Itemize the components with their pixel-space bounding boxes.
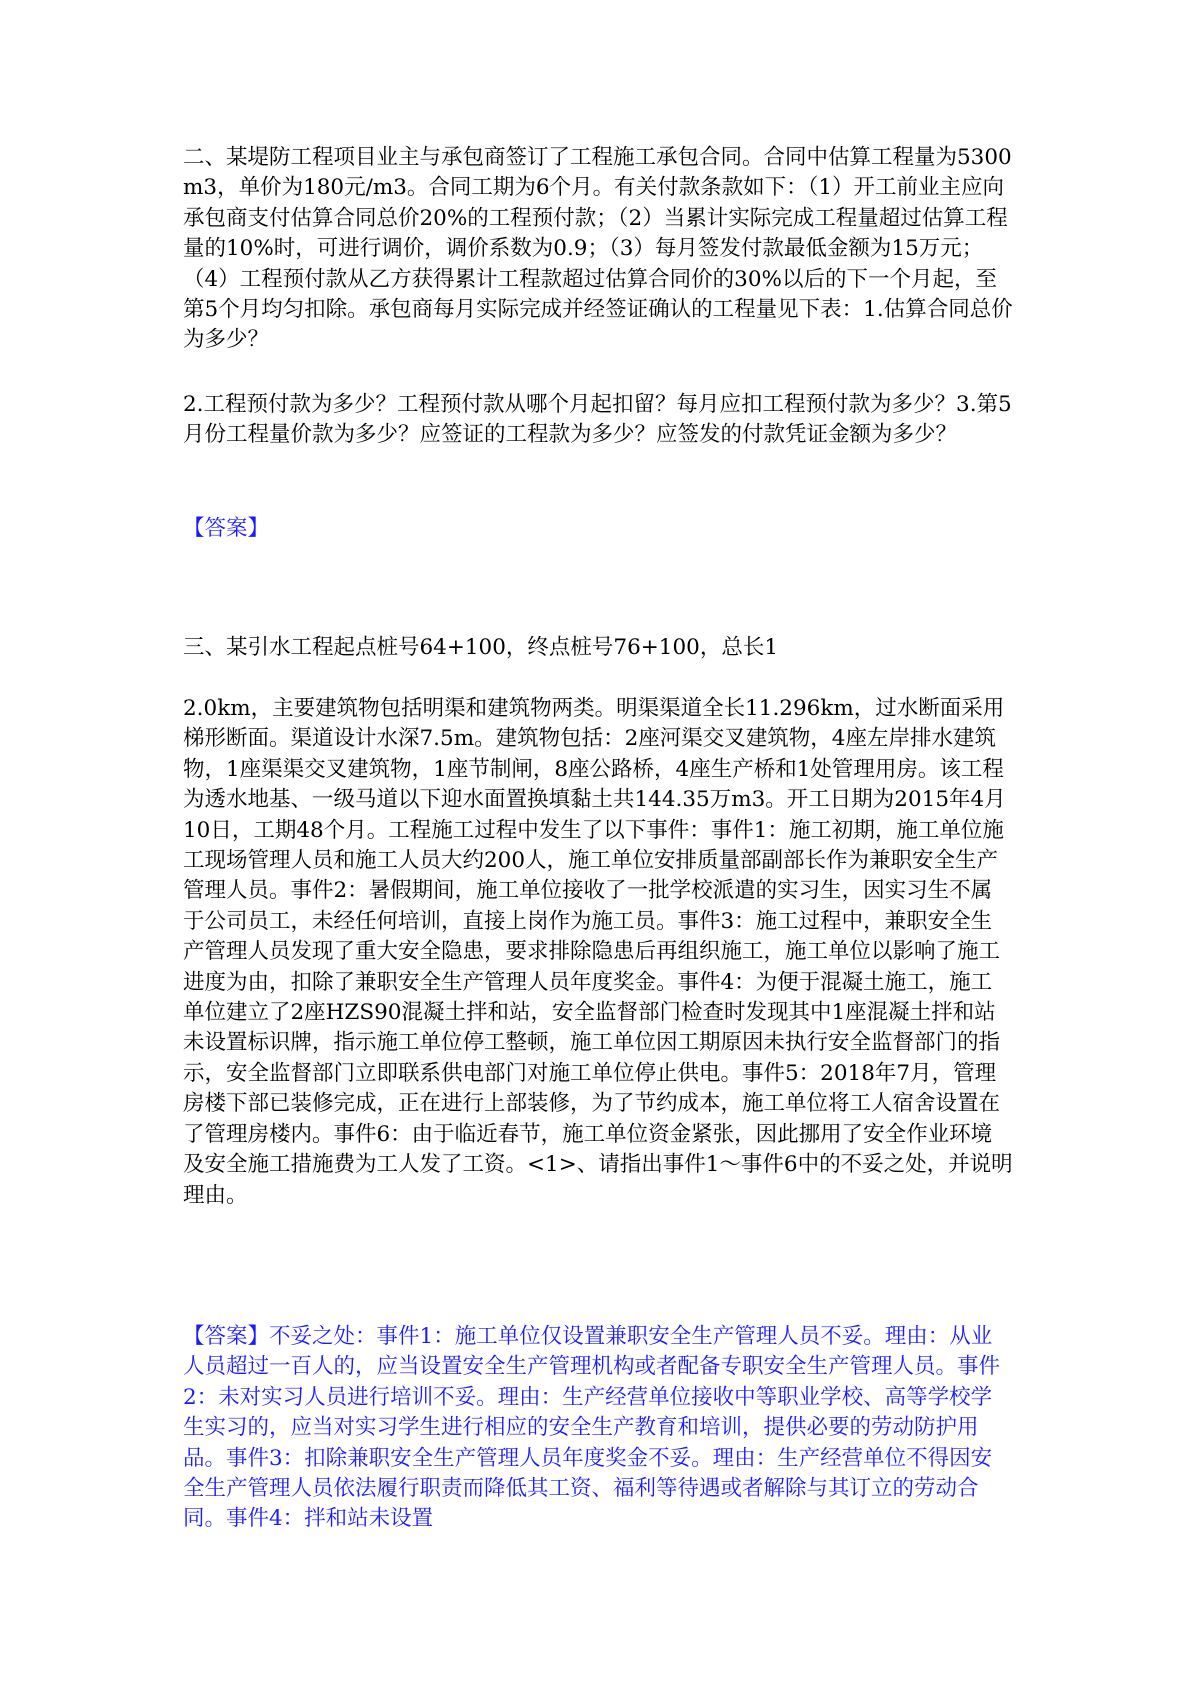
question-2-answer-label: 【答案】 [183,516,270,541]
question-2-text: 二、某堤防工程项目业主与承包商签订了工程施工承包合同。合同中估算工程量为5300m3，单价为180元/m3。合同工期为6个月。有关付款条款如下：（1）开工前业主应向承包商支付估算合同总价20%的工程预付款；（2）当累计实际完成工程量超过估算工程量的10%时，可进行调价，调价系数为0.9；（3）每月签发付款最低金额为15万元；（4）工程预付款从乙方获得累计工程款超过估算合同价的30%以后的下一个月起，至第5个月均匀扣除。承包商每月实际完成并经签证确认的工程量见下表：1.估算合同总价为多少？ [183,145,1013,353]
question-2-subquestions: 2.工程预付款为多少？工程预付款从哪个月起扣留？每月应扣工程预付款为多少？3.第5月份工程量价款为多少？应签证的工程款为多少？应签发的付款凭证金额为多少？ [183,392,1012,448]
question-3-answer-label: 【答案】 [183,1324,270,1349]
question-3-text: 三、某引水工程起点桩号64+100，终点桩号76+100，总长1 [183,635,778,660]
question-3-answer [183,1322,1013,1535]
question-3-body: 2.0km，主要建筑物包括明渠和建筑物两类。明渠渠道全长11.296km，过水断面采用梯形断面。渠道设计水深7.5m。建筑物包括：2座河渠交叉建筑物，4座左岸排水建筑物，1座渠渠交叉建筑物，1座节制闸，8座公路桥，4座生产桥和1处管理用房。该工程为透水地基、一级马道以下迎水面置换填黏土共144.35万m3。开工日期为2015年4月10日，工期48个月。工程施工过程中发生了以下事件：事件1：施工初期，施工单位施工现场管理人员和施工人员大约200人，施工单位安排质量部副部长作为兼职安全生产管理人员。事件2：暑假期间，施工单位接收了一批学校派遣的实习生，因实习生不属于公司员工，未经任何培训，直接上岗作为施工员。事件3：施工过程中，兼职安全生产管理人员发现了重大安全隐患，要求排除隐患后再组织施工，施工单位以影响了施工进度为由，扣除了兼职安全生产管理人员年度奖金。事件4：为便于混凝土施工，施工单位建立了2座HZS90混凝土拌和站，安全监督部门检查时发现其中1座混凝土拌和站未设置标识牌，指示施工单位停工整顿，施工单位因工期原因未执行安全监督部门的指示，安全监督部门立即联系供电部门对施工单位停止供电。事件5：2018年7月，管理房楼下部已装修完成，正在进行上部装修，为了节约成本，施工单位将工人宿舍设置在了管理房楼内。事件6：由于临近春节，施工单位资金紧张，因此挪用了安全作业环境及安全施工措施费为工人发了工资。<1>、请指出事件1～事件6中的不妥之处，并说明理由。 [183,696,1013,1208]
question-3-answer-text: 不妥之处：事件1：施工单位仅设置兼职安全生产管理人员不妥。理由：从业人员超过一百人的，应当设置安全生产管理机构或者配备专职安全生产管理人员。事件2：未对实习人员进行培训不妥。理由：生产经营单位接收中等职业学校、高等学校学生实习的，应当对实习学生进行相应的安全生产教育和培训，提供必要的劳动防护用品。事件3：扣除兼职安全生产管理人员年度奖金不妥。理由：生产经营单位不得因安全生产管理人员依法履行职责而降低其工资、福利等待遇或者解除与其订立的劳动合同。事件4：拌和站未设置 [183,1324,1001,1532]
